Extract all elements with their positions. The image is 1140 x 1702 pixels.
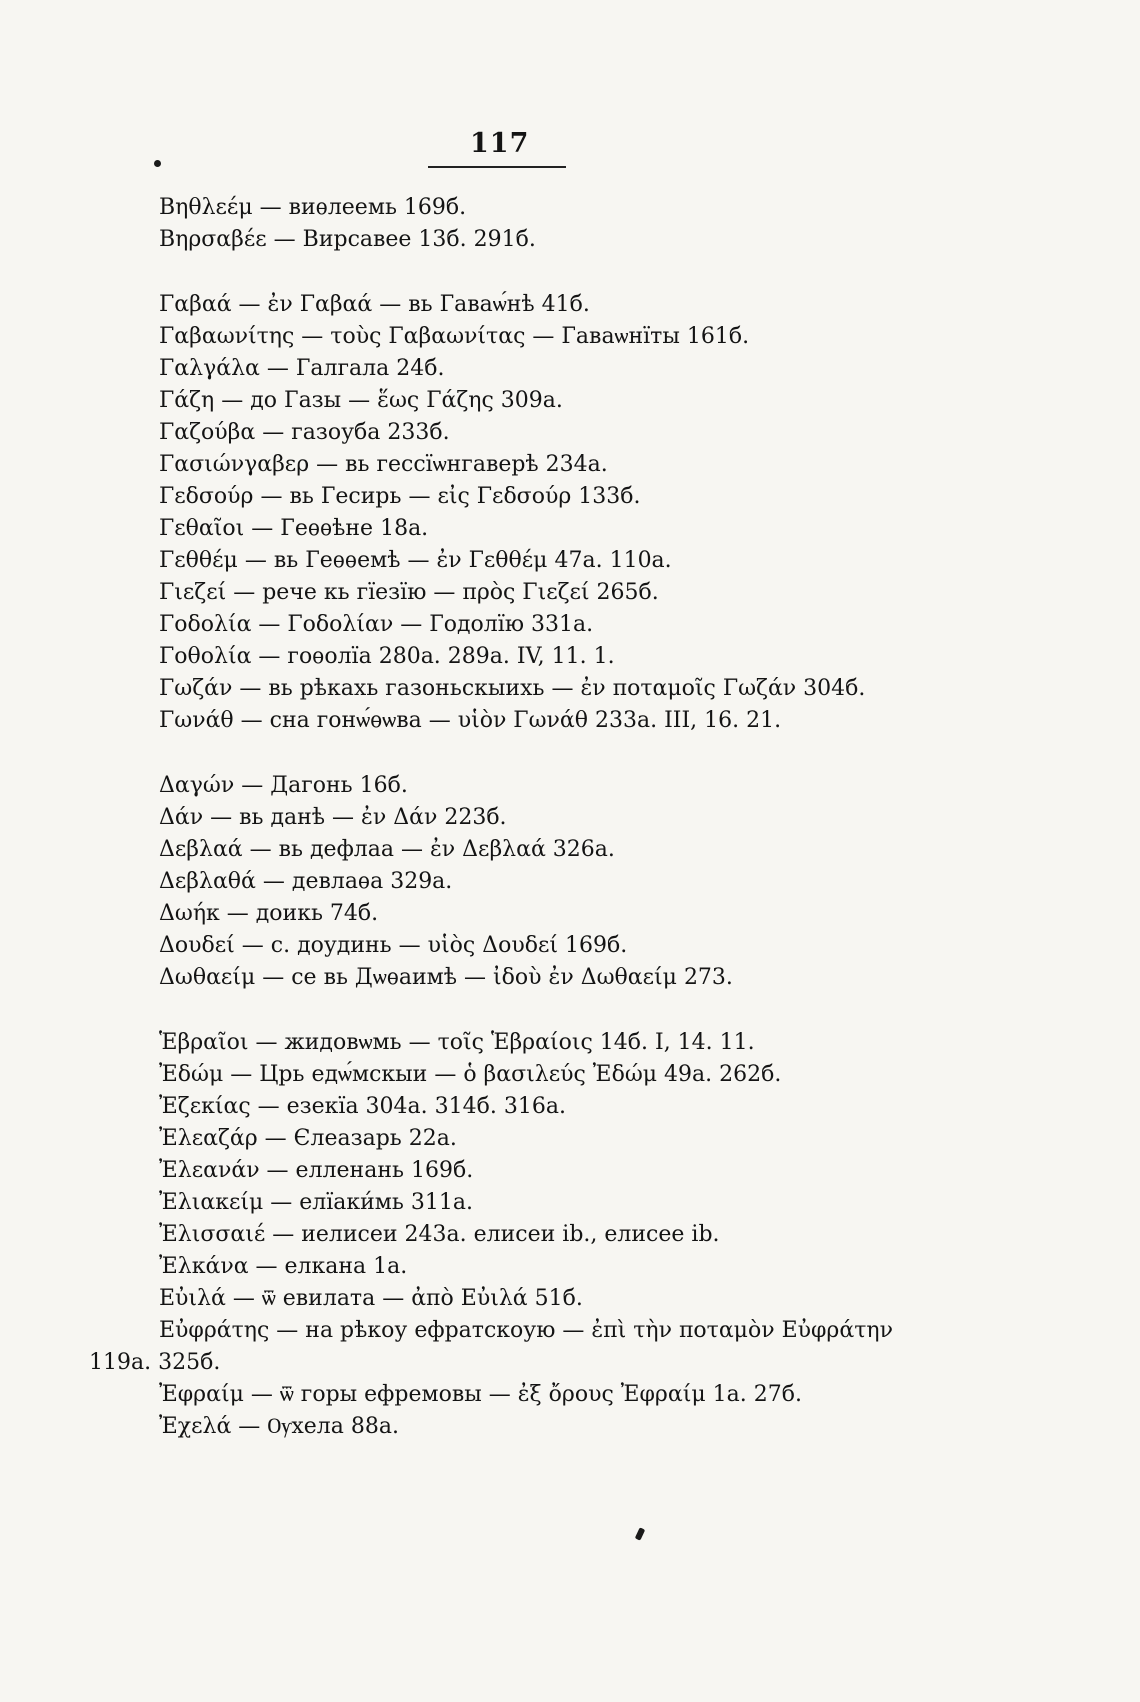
index-entry: Γαζούβα — газоуба 233б. xyxy=(159,420,450,445)
index-entry: Γάζη — до Газы — ἕως Γάζης 309а. xyxy=(159,388,563,413)
index-entry: Γοθολία — гоѳолїа 280а. 289а. IV, 11. 1. xyxy=(159,644,615,669)
index-entry: Ἐζεκίας — езекїа 304а. 314б. 316а. xyxy=(159,1094,566,1119)
index-entry: Γεθθέμ — вь Геѳѳемѣ — ἐν Γεθθέμ 47а. 110а. xyxy=(159,548,672,573)
ink-speck xyxy=(635,1527,646,1540)
index-entry: Δουδεί — с. доудинь — υἱὸς Δουδεί 169б. xyxy=(159,933,628,958)
index-entry: Βηθλεέμ — виѳлеемь 169б. xyxy=(159,195,467,220)
index-entry: Γαλγάλα — Галгала 24б. xyxy=(159,356,445,381)
index-entry: Δάν — вь данѣ — ἐν Δάν 223б. xyxy=(159,805,507,830)
index-entry: Δεβλαθά — девлаѳа 329а. xyxy=(159,869,453,894)
index-entry: Γωζάν — вь рѣкахь газоньскыихь — ἐν ποταμοῖς Γωζάν 304б. xyxy=(159,676,866,701)
section-gamma xyxy=(159,289,1089,737)
index-entry: Γεδσούρ — вь Гесирь — εἰς Γεδσούρ 133б. xyxy=(159,484,641,509)
index-entry: Δαγών — Дагонь 16б. xyxy=(159,773,408,798)
index-entry: Ἐδώμ — Црь едѡ́мскыи — ὁ βασιλεύς Ἐδώμ 49а. 262б. xyxy=(159,1062,782,1087)
page-number-rule xyxy=(428,166,566,168)
index-entry: Ἐλκάνα — елкана 1а. xyxy=(159,1254,408,1279)
index-entry: Γασιώνγαβερ — вь гессїѡнгаверѣ 234а. xyxy=(159,452,608,477)
index-entry: Γοδολία — Γοδολίαν — Годолїю 331а. xyxy=(159,612,594,637)
ink-speck xyxy=(154,160,161,167)
index-entry-continuation: 119а. 325б. xyxy=(89,1350,221,1375)
index-entry: Ἐλεαζάρ — Єлеазарь 22а. xyxy=(159,1126,457,1151)
index-entry: Ἐχελά — Ѹхела 88а. xyxy=(159,1414,399,1439)
page-number: 117 xyxy=(470,128,530,159)
index-entry: Ἐλισσαιέ — иелисеи 243а. елисеи ib., елисее ib. xyxy=(159,1222,720,1247)
index-entry: Δωθαείμ — се вь Дѡѳаимѣ — ἰδοὺ ἐν Δωθαείμ 273. xyxy=(159,965,733,990)
section-delta xyxy=(159,770,1089,994)
index-entry: Βηρσαβέε — Вирсавее 13б. 291б. xyxy=(159,227,536,252)
index-entry: Γαβαωνίτης — τοὺς Γαβαωνίτας — Гаваѡнїты 161б. xyxy=(159,324,750,349)
index-entry: Εὐιλά — ѿ евилата — ἀπὸ Εὐιλά 51б. xyxy=(159,1286,583,1311)
index-entry: Γωνάθ — сна гонѡ́ѳѡва — υἱὸν Γωνάθ 233а. III, 16. 21. xyxy=(159,708,782,733)
index-entry: Ἑβραῖοι — жидовѡмь — τοῖς Ἑβραίοις 14б. I, 14. 11. xyxy=(159,1030,755,1055)
index-entry: Γιεζεί — рече кь гїезїю — πρὸς Γιεζεί 265б. xyxy=(159,580,659,605)
index-entry: Γεθαῖοι — Геѳѳѣне 18а. xyxy=(159,516,429,541)
index-entry: Ἐλιακείμ — елїаки́мь 311а. xyxy=(159,1190,473,1215)
section-beta xyxy=(159,192,1089,256)
index-entry: Ἐλεανάν — елленань 169б. xyxy=(159,1158,474,1183)
index-content xyxy=(89,192,1089,1476)
index-entry: Δωήκ — доикь 74б. xyxy=(159,901,379,926)
section-epsilon xyxy=(89,1027,1089,1443)
index-entry: Ἐφραίμ — ѿ горы ефремовы — ἐξ ὄρους Ἐφραίμ 1а. 27б. xyxy=(159,1382,802,1407)
index-entry: Εὐφράτης — на рѣкоу ефратскоую — ἐπὶ τὴν ποταμὸν Εὐφράτην xyxy=(159,1318,893,1343)
index-entry: Δεβλαά — вь дефлаа — ἐν Δεβλαά 326а. xyxy=(159,837,615,862)
index-entry: Γαβαά — ἐν Γαβαά — вь Гаваѡ́нѣ 41б. xyxy=(159,292,590,317)
